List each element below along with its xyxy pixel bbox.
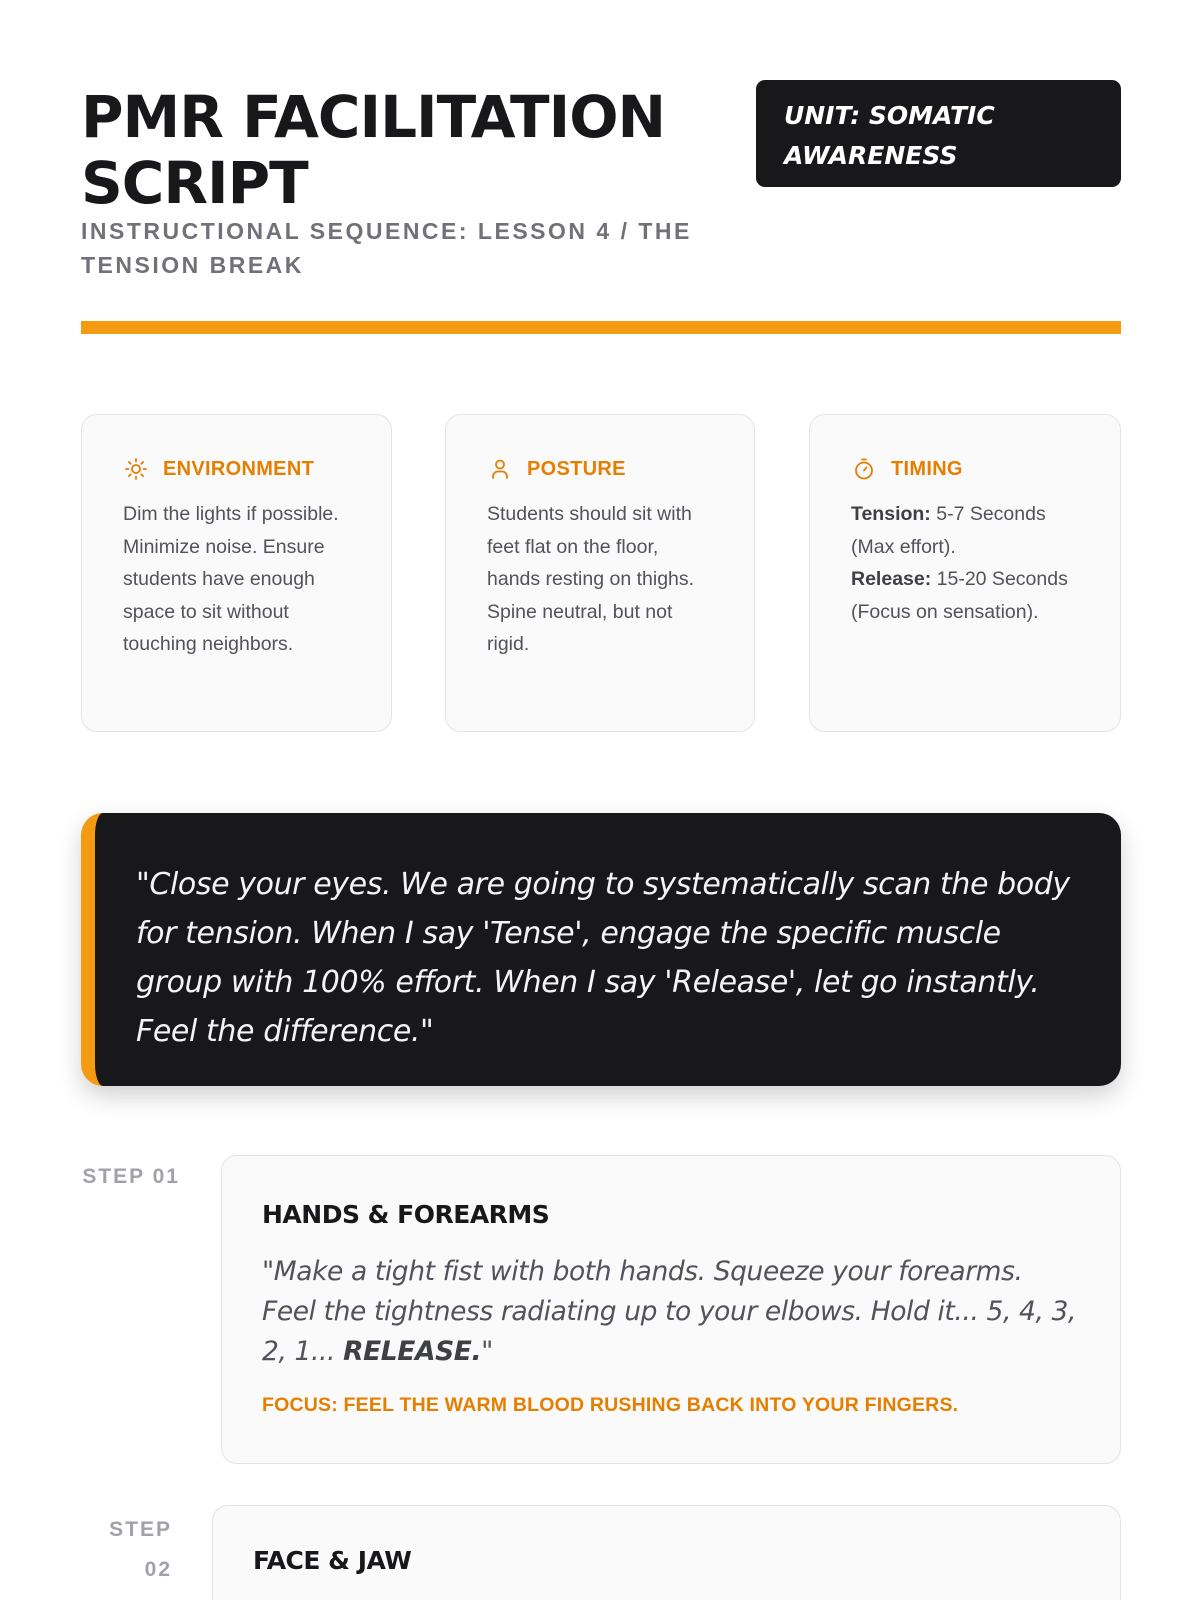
script-end: ": [481, 1336, 493, 1367]
step-title: HANDS & FOREARMS: [262, 1200, 550, 1229]
tension-label: Tension:: [851, 503, 931, 525]
step-label: STEP 02: [109, 1518, 172, 1581]
intro-quote: [81, 813, 1121, 1086]
page-title: PMR FACILITATION SCRIPT: [81, 83, 666, 217]
script-emphasis: RELEASE.: [343, 1336, 482, 1367]
step-title: FACE & JAW: [253, 1546, 412, 1575]
tension-value: 5-7 Seconds (Max effort).: [851, 503, 1046, 558]
card-title: ENVIRONMENT: [163, 457, 315, 480]
info-cards: [81, 414, 1121, 732]
accent-divider: [81, 321, 1121, 334]
release-label: Release:: [851, 568, 932, 590]
card-header: [123, 456, 351, 482]
sun-icon: [123, 456, 149, 482]
environment-card: [81, 414, 392, 732]
step-card-face: [212, 1505, 1121, 1600]
step-card-hands: [221, 1155, 1121, 1464]
timing-card: [809, 414, 1121, 732]
release-value: 15-20 Seconds (Focus on sensation).: [851, 568, 1068, 623]
step-script: [262, 1252, 1080, 1372]
step-label: STEP 01: [82, 1165, 180, 1188]
posture-card: [445, 414, 755, 732]
card-header: [487, 456, 714, 482]
step-focus: FOCUS: FEEL THE WARM BLOOD RUSHING BACK INTO YOUR FINGERS.: [262, 1394, 959, 1416]
card-header: [851, 456, 1080, 482]
unit-badge: UNIT: SOMATIC AWARENESS: [756, 80, 1121, 187]
page-subtitle: INSTRUCTIONAL SEQUENCE: LESSON 4 / THE TENSION BREAK: [81, 218, 692, 278]
card-text: [851, 498, 1080, 628]
stopwatch-icon: [851, 456, 877, 482]
script-text: "Make a tight fist with both hands. Squeeze your forearms. Feel the tightness radiating up to your elbows. Hold it... 5, 4, 3, 2, 1...: [262, 1256, 1076, 1367]
card-text: Students should sit with feet flat on the floor, hands resting on thighs. Spine neutral, but not rigid.: [487, 503, 695, 655]
quote-text: "Close your eyes. We are going to systematically scan the body for tension. When I say 'Tense', engage the specific muscle group with 100% effort. When I say 'Release', let go instantly. Feel the difference.": [136, 867, 1070, 1049]
person-icon: [487, 456, 513, 482]
card-title: TIMING: [891, 457, 963, 480]
card-text: Dim the lights if possible. Minimize noise. Ensure students have enough space to sit without touching neighbors.: [123, 503, 339, 655]
card-title: POSTURE: [527, 457, 626, 480]
